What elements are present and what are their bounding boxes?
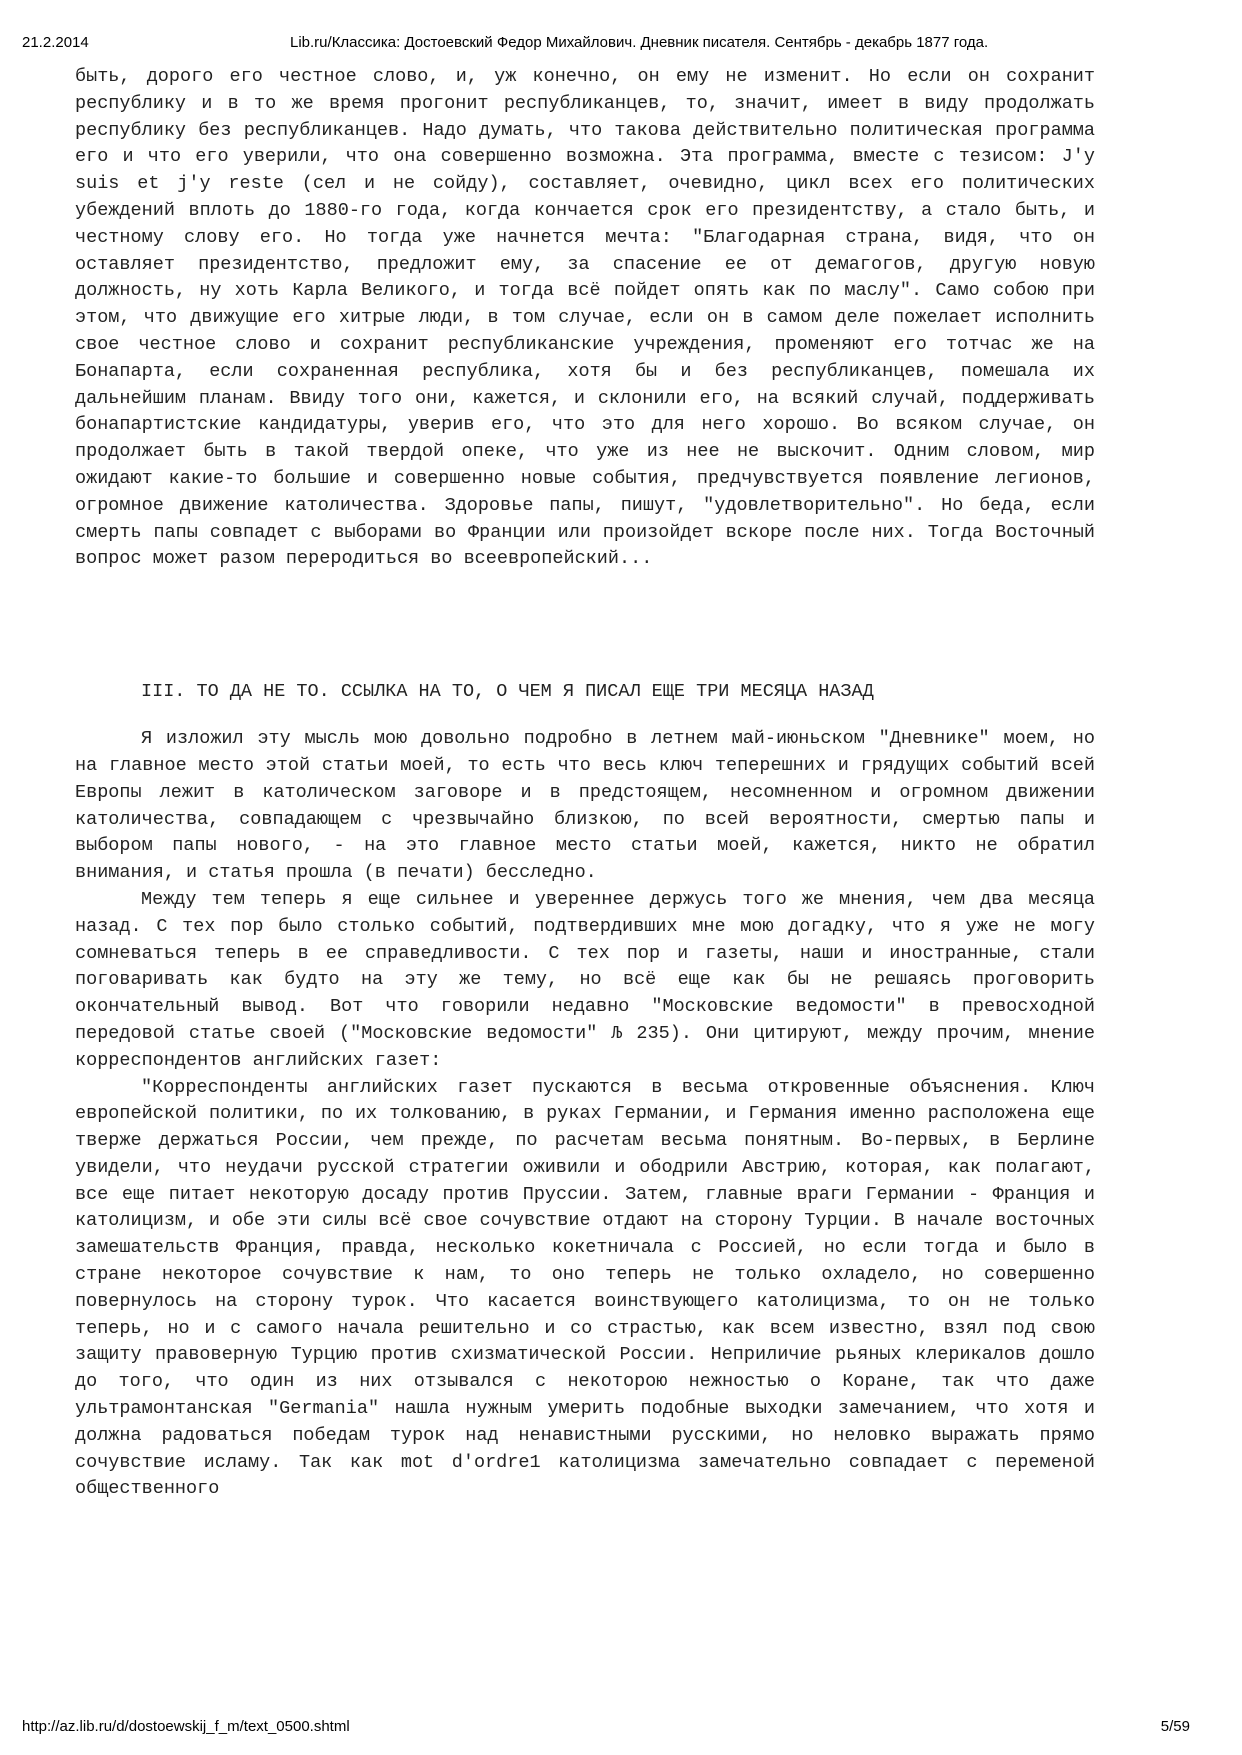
paragraph: Я изложил эту мысль мою довольно подробно в летнем май-июньском "Дневнике" моем, но на главное место этой статьи моей, то есть что весь ключ теперешних и грядущих событий всей Европы лежит в католическом заговоре и в предстоящем, несомненном и огромном движении католичества, совпадающем с чрезвычайно близкою, по всей вероятности, смертью папы и выбором папы нового, - на это главное место статьи моей, кажется, никто не обратил внимания, и статья прошла (в печати) бесследно. <box>75 728 1095 884</box>
print-title: Lib.ru/Классика: Достоевский Федор Михайлович. Дневник писателя. Сентябрь - декабрь 1877 года. <box>290 34 989 51</box>
page-number: 5/59 <box>1160 1718 1190 1735</box>
quotation-paragraph: "Корреспонденты английских газет пускаются в весьма откровенные объяснения. Ключ европейской политики, по их толкованию, в руках Германии, и Германия именно расположена еще тверже держаться России, чем прежде, по расчетам весьма понятным. Во-первых, в Берлине увидели, что неудачи русской стратегии оживили и ободрили Австрию, которая, как полагают, все еще питает некоторую досаду против Пруссии. Затем, главные враги Германии - Франция и католицизм, и обе эти силы всё свое сочувствие отдают на сторону Турции. В начале восточных замешательств Франция, правда, несколько кокетничала с Россией, но если тогда и было в стране некоторое сочувствие к нам, то оно теперь не только охладело, но совершенно повернулось на сторону турок. Что касается воинствующего католицизма, то он не только теперь, но и с самого начала решительно и со страстью, как всем известно, взял под свою защиту правоверную Турцию против схизматической России. Неприличие рьяных клерикалов дошло до того, что один из них отзывался с некоторою нежностью о Коране, так что даже ультрамонтанская "Germania" нашла нужным умерить подобные выходки замечанием, что хотя и должна радоваться победам турок над ненавистными русскими, но неловко выражать прямо сочувствие исламу. Так как mot d'ordre1 католицизма замечательно совпадает с переменой общественного <box>75 1076 1095 1500</box>
section-spacer <box>75 626 1095 679</box>
paragraph-continued: быть, дорого его честное слово, и, уж конечно, он ему не изменит. Но если он сохранит республику и в то же время прогонит республиканцев, то, значит, имеет в виду продолжать республику без республиканцев. Надо думать, что такова действительно политическая программа его и что его уверили, что она совершенно возможна. Эта программа, вместе с тезисом: J'y suis et j'y reste (сел и не сойду), составляет, очевидно, цикл всех его политических убеждений вплоть до 1880-го года, когда кончается срок его президентству, а стало быть, и честному слову его. Но тогда уже начнется мечта: "Благодарная страна, видя, что он оставляет президентство, предложит ему, за спасение ее от демагогов, другую новую должность, ну хоть Карла Великого, и тогда всё пойдет опять как по маслу". Само собою при этом, что движущие его хитрые люди, в том случае, если он в самом деле пожелает исполнить свое честное слово и сохранит республиканские учреждения, променяют его тотчас же на Бонапарта, если сохраненная республика, хотя бы и без республиканцев, помешала их дальнейшим планам. Ввиду того они, кажется, и склонили его, на всякий случай, поддерживать бонапартистские кандидатуры, уверив его, что это для него хорошо. Во всяком случае, он продолжает быть в такой твердой опеке, что уже из нее не выскочит. Одним словом, мир ожидают какие-то большие и совершенно новые события, предчувствуется появление легионов, огромное движение католичества. Здоровье папы, пишут, "удовлетворительно". Но беда, если смерть папы совпадет с выборами во Франции или произойдет вскоре после них. Тогда Восточный вопрос может разом переродиться во всеевропейский... <box>75 66 1095 570</box>
print-date: 21.2.2014 <box>22 34 89 51</box>
print-header <box>0 8 1242 51</box>
section-heading: III. ТО ДА НЕ ТО. ССЫЛКА НА ТО, О ЧЕМ Я ПИСАЛ ЕЩЕ ТРИ МЕСЯЦА НАЗАД <box>141 681 874 703</box>
section-spacer <box>75 573 1095 626</box>
document-body <box>75 64 1095 1503</box>
section-spacer <box>75 706 1095 726</box>
paragraph: Между тем теперь я еще сильнее и увереннее держусь того же мнения, чем два месяца назад. С тех пор было столько событий, подтвердивших мне мою догадку, что я уже не могу сомневаться теперь в ее справедливости. С тех пор и газеты, наши и иностранные, стали поговаривать как будто на эту же тему, но всё еще как бы не решаясь проговорить окончательный вывод. Вот что говорили недавно "Московские ведомости" в превосходной передовой статье своей ("Московские ведомости" Љ 235). Они цитируют, между прочим, мнение корреспондентов английских газет: <box>75 888 1095 1071</box>
print-footer-url: http://az.lib.ru/d/dostoewskij_f_m/text_0500.shtml <box>22 1718 350 1735</box>
